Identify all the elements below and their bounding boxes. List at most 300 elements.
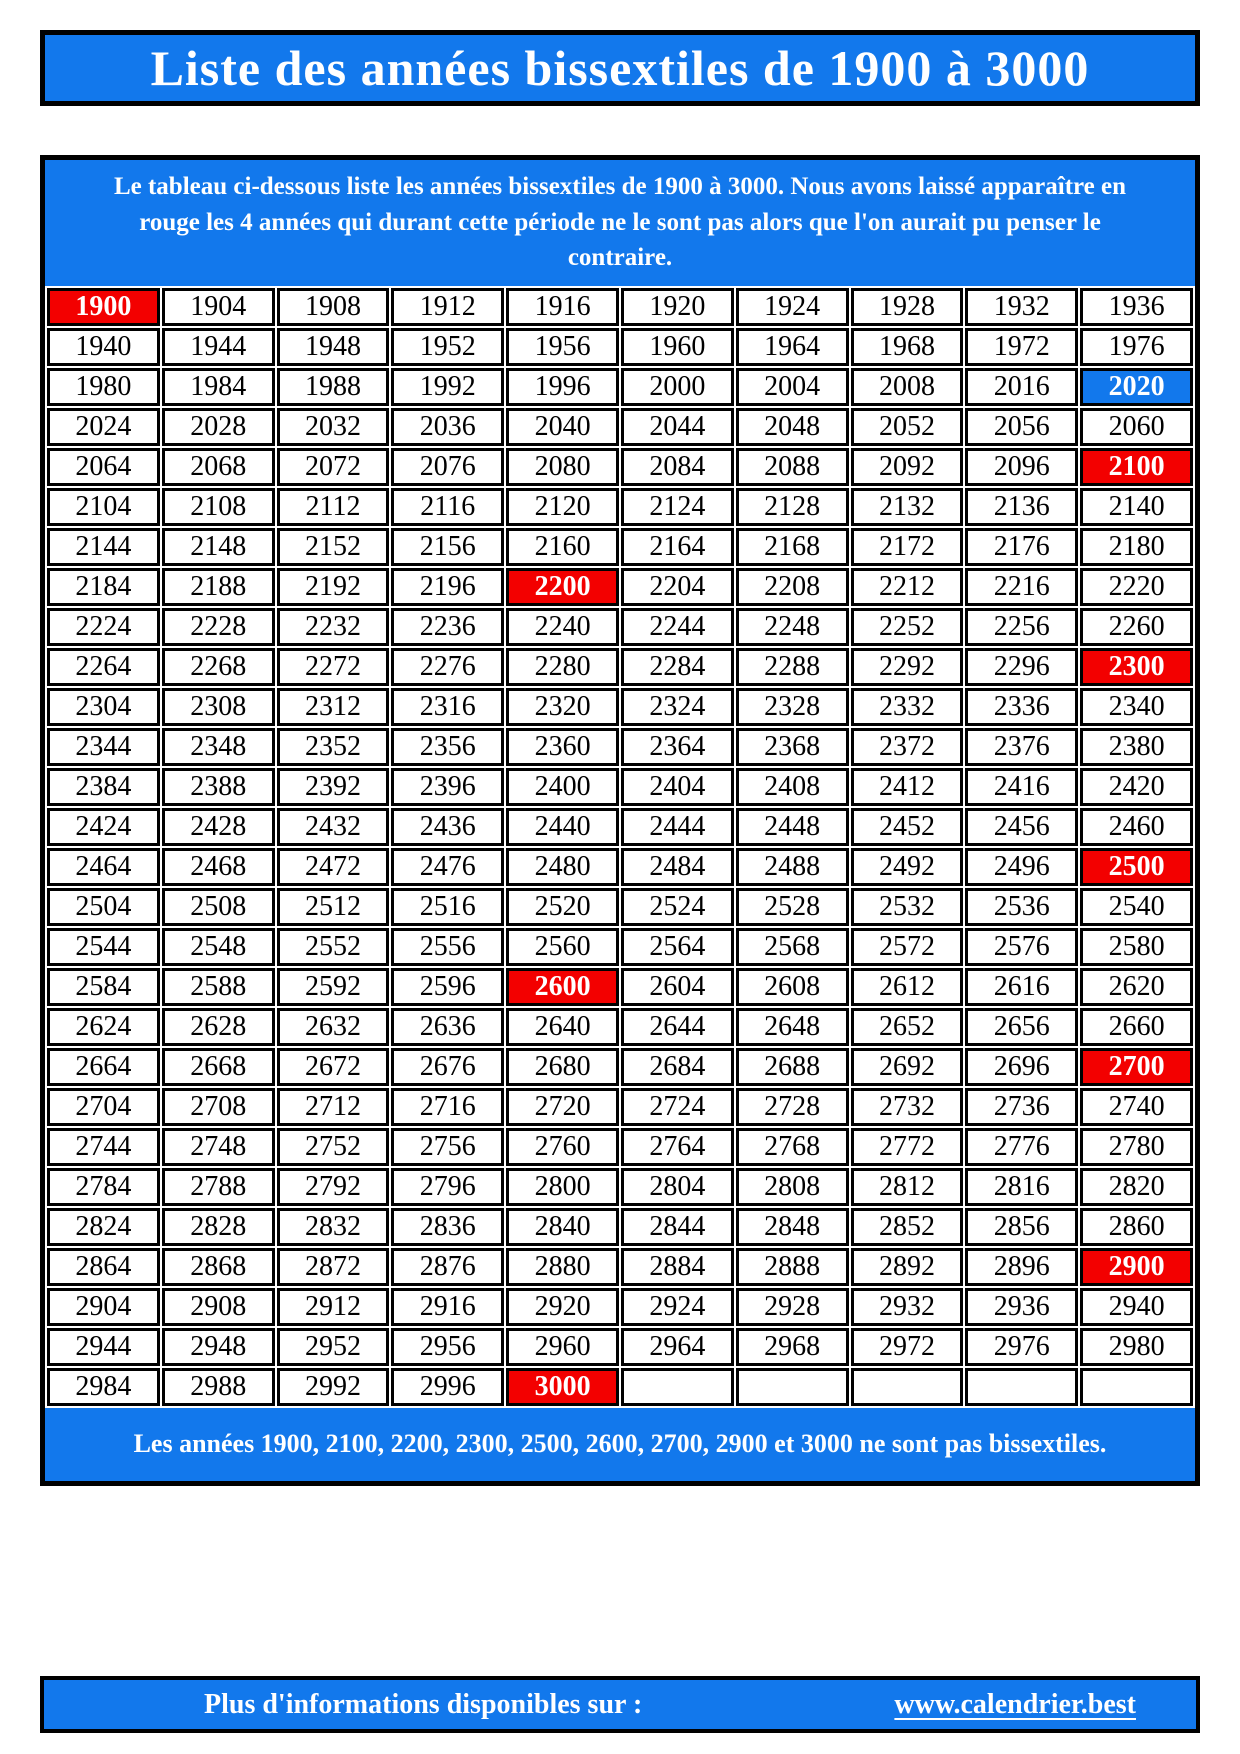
year-cell: 2960	[506, 1328, 619, 1366]
year-cell: 2240	[506, 608, 619, 646]
year-cell: 2056	[965, 408, 1078, 446]
year-cell: 2024	[47, 408, 160, 446]
year-cell: 2500	[1080, 848, 1193, 886]
year-cell: 2448	[736, 808, 849, 846]
year-cell: 2116	[391, 488, 504, 526]
year-cell: 2936	[965, 1288, 1078, 1326]
year-cell: 2228	[162, 608, 275, 646]
year-cell: 2008	[851, 368, 964, 406]
year-cell: 2804	[621, 1168, 734, 1206]
year-cell: 2524	[621, 888, 734, 926]
year-cell: 2788	[162, 1168, 275, 1206]
year-cell: 2968	[736, 1328, 849, 1366]
year-cell: 2400	[506, 768, 619, 806]
year-cell: 2948	[162, 1328, 275, 1366]
year-cell: 2036	[391, 408, 504, 446]
year-cell: 2288	[736, 648, 849, 686]
table-row	[47, 688, 1193, 726]
year-cell: 2088	[736, 448, 849, 486]
year-cell: 2544	[47, 928, 160, 966]
year-cell: 2332	[851, 688, 964, 726]
year-cell: 2120	[506, 488, 619, 526]
year-cell: 2708	[162, 1088, 275, 1126]
year-cell: 2436	[391, 808, 504, 846]
year-cell: 2492	[851, 848, 964, 886]
year-cell: 2820	[1080, 1168, 1193, 1206]
year-cell: 2900	[1080, 1248, 1193, 1286]
year-cell: 2172	[851, 528, 964, 566]
year-cell: 2864	[47, 1248, 160, 1286]
year-cell: 2600	[506, 968, 619, 1006]
year-cell: 2248	[736, 608, 849, 646]
year-cell: 2184	[47, 568, 160, 606]
year-cell: 2444	[621, 808, 734, 846]
year-cell: 2548	[162, 928, 275, 966]
year-cell: 2908	[162, 1288, 275, 1326]
year-cell: 2016	[965, 368, 1078, 406]
year-cell: 1940	[47, 328, 160, 366]
year-cell: 2244	[621, 608, 734, 646]
year-cell: 2160	[506, 528, 619, 566]
table-row	[47, 1248, 1193, 1286]
year-cell: 2588	[162, 968, 275, 1006]
year-cell: 2580	[1080, 928, 1193, 966]
year-cell: 2704	[47, 1088, 160, 1126]
table-row	[47, 1008, 1193, 1046]
table-row	[47, 1368, 1193, 1406]
year-cell: 2472	[277, 848, 390, 886]
year-cell: 2136	[965, 488, 1078, 526]
year-cell: 2004	[736, 368, 849, 406]
table-row	[47, 1128, 1193, 1166]
year-cell: 1976	[1080, 328, 1193, 366]
year-cell: 2376	[965, 728, 1078, 766]
year-cell: 2496	[965, 848, 1078, 886]
year-cell: 2656	[965, 1008, 1078, 1046]
year-cell: 2032	[277, 408, 390, 446]
year-cell: 2144	[47, 528, 160, 566]
year-cell: 2480	[506, 848, 619, 886]
year-cell: 2188	[162, 568, 275, 606]
year-cell: 2976	[965, 1328, 1078, 1366]
year-cell: 2596	[391, 968, 504, 1006]
year-cell: 2892	[851, 1248, 964, 1286]
year-cell: 2896	[965, 1248, 1078, 1286]
year-cell: 2956	[391, 1328, 504, 1366]
year-cell: 2044	[621, 408, 734, 446]
year-cell: 2636	[391, 1008, 504, 1046]
year-cell: 2904	[47, 1288, 160, 1326]
page-title: Liste des années bissextiles de 1900 à 3000	[150, 40, 1090, 96]
year-cell: 2840	[506, 1208, 619, 1246]
year-cell: 2944	[47, 1328, 160, 1366]
year-cell: 2220	[1080, 568, 1193, 606]
year-cell: 2252	[851, 608, 964, 646]
year-cell: 2520	[506, 888, 619, 926]
leap-years-table-body	[47, 288, 1193, 1406]
year-cell: 2028	[162, 408, 275, 446]
year-cell: 2256	[965, 608, 1078, 646]
year-cell: 2540	[1080, 888, 1193, 926]
year-cell: 2556	[391, 928, 504, 966]
year-cell: 2608	[736, 968, 849, 1006]
year-cell: 2612	[851, 968, 964, 1006]
year-cell: 2832	[277, 1208, 390, 1246]
year-cell: 2504	[47, 888, 160, 926]
year-cell: 2180	[1080, 528, 1193, 566]
year-cell: 2272	[277, 648, 390, 686]
year-cell: 2484	[621, 848, 734, 886]
year-cell: 2212	[851, 568, 964, 606]
footer-label: Plus d'informations disponibles sur :	[204, 1688, 643, 1720]
year-cell: 2304	[47, 688, 160, 726]
year-cell: 2748	[162, 1128, 275, 1166]
year-cell: 1960	[621, 328, 734, 366]
year-cell: 1972	[965, 328, 1078, 366]
year-cell: 1952	[391, 328, 504, 366]
year-cell: 2768	[736, 1128, 849, 1166]
year-cell: 2348	[162, 728, 275, 766]
year-cell: 2392	[277, 768, 390, 806]
year-cell: 2972	[851, 1328, 964, 1366]
empty-cell	[621, 1368, 734, 1406]
year-cell: 1928	[851, 288, 964, 326]
year-cell: 2352	[277, 728, 390, 766]
year-cell: 2364	[621, 728, 734, 766]
year-cell: 2816	[965, 1168, 1078, 1206]
year-cell: 2424	[47, 808, 160, 846]
year-cell: 2716	[391, 1088, 504, 1126]
year-cell: 2208	[736, 568, 849, 606]
year-cell: 2736	[965, 1088, 1078, 1126]
year-cell: 2236	[391, 608, 504, 646]
year-cell: 2860	[1080, 1208, 1193, 1246]
year-cell: 2980	[1080, 1328, 1193, 1366]
year-cell: 2020	[1080, 368, 1193, 406]
year-cell: 2264	[47, 648, 160, 686]
year-cell: 1980	[47, 368, 160, 406]
year-cell: 2316	[391, 688, 504, 726]
year-cell: 2200	[506, 568, 619, 606]
year-cell: 2568	[736, 928, 849, 966]
year-cell: 2692	[851, 1048, 964, 1086]
year-cell: 2380	[1080, 728, 1193, 766]
year-cell: 2396	[391, 768, 504, 806]
table-row	[47, 408, 1193, 446]
year-cell: 2984	[47, 1368, 160, 1406]
year-cell: 2320	[506, 688, 619, 726]
year-cell: 2428	[162, 808, 275, 846]
year-cell: 2680	[506, 1048, 619, 1086]
year-cell: 1996	[506, 368, 619, 406]
year-cell: 2048	[736, 408, 849, 446]
table-row	[47, 608, 1193, 646]
year-cell: 2648	[736, 1008, 849, 1046]
year-cell: 2284	[621, 648, 734, 686]
year-cell: 2420	[1080, 768, 1193, 806]
year-cell: 2460	[1080, 808, 1193, 846]
year-cell: 2404	[621, 768, 734, 806]
year-cell: 2268	[162, 648, 275, 686]
year-cell: 1932	[965, 288, 1078, 326]
year-cell: 2532	[851, 888, 964, 926]
table-row	[47, 1208, 1193, 1246]
year-cell: 1904	[162, 288, 275, 326]
year-cell: 2696	[965, 1048, 1078, 1086]
year-cell: 2108	[162, 488, 275, 526]
year-cell: 1920	[621, 288, 734, 326]
year-cell: 2440	[506, 808, 619, 846]
table-row	[47, 328, 1193, 366]
year-cell: 2372	[851, 728, 964, 766]
year-cell: 2868	[162, 1248, 275, 1286]
table-row	[47, 528, 1193, 566]
year-cell: 2308	[162, 688, 275, 726]
table-description: Le tableau ci-dessous liste les années bissextiles de 1900 à 3000. Nous avons laissé apparaître en rouge les 4 années qui durant cette période ne le sont pas alors que l'on aurait pu penser le contraire.	[45, 160, 1195, 286]
table-row	[47, 648, 1193, 686]
year-cell: 2620	[1080, 968, 1193, 1006]
year-cell: 2828	[162, 1208, 275, 1246]
year-cell: 2464	[47, 848, 160, 886]
year-cell: 1908	[277, 288, 390, 326]
year-cell: 2676	[391, 1048, 504, 1086]
year-cell: 2576	[965, 928, 1078, 966]
year-cell: 2728	[736, 1088, 849, 1126]
empty-cell	[736, 1368, 849, 1406]
year-cell: 2356	[391, 728, 504, 766]
year-cell: 2196	[391, 568, 504, 606]
year-cell: 2132	[851, 488, 964, 526]
year-cell: 2324	[621, 688, 734, 726]
year-cell: 2712	[277, 1088, 390, 1126]
empty-cell	[1080, 1368, 1193, 1406]
year-cell: 2168	[736, 528, 849, 566]
year-cell: 2408	[736, 768, 849, 806]
year-cell: 2516	[391, 888, 504, 926]
year-cell: 2080	[506, 448, 619, 486]
year-cell: 2552	[277, 928, 390, 966]
year-cell: 2996	[391, 1368, 504, 1406]
year-cell: 1988	[277, 368, 390, 406]
year-cell: 2856	[965, 1208, 1078, 1246]
year-cell: 2452	[851, 808, 964, 846]
year-cell: 2100	[1080, 448, 1193, 486]
year-cell: 2064	[47, 448, 160, 486]
year-cell: 2164	[621, 528, 734, 566]
year-cell: 2684	[621, 1048, 734, 1086]
table-row	[47, 448, 1193, 486]
year-cell: 2572	[851, 928, 964, 966]
year-cell: 2312	[277, 688, 390, 726]
year-cell: 2040	[506, 408, 619, 446]
year-cell: 2476	[391, 848, 504, 886]
year-cell: 2760	[506, 1128, 619, 1166]
year-cell: 2192	[277, 568, 390, 606]
year-cell: 2924	[621, 1288, 734, 1326]
year-cell: 2368	[736, 728, 849, 766]
year-cell: 2488	[736, 848, 849, 886]
year-cell: 2296	[965, 648, 1078, 686]
table-row	[47, 928, 1193, 966]
year-cell: 2952	[277, 1328, 390, 1366]
year-cell: 2360	[506, 728, 619, 766]
year-cell: 2928	[736, 1288, 849, 1326]
year-cell: 2204	[621, 568, 734, 606]
year-cell: 2156	[391, 528, 504, 566]
year-cell: 2344	[47, 728, 160, 766]
year-cell: 2416	[965, 768, 1078, 806]
table-row	[47, 1168, 1193, 1206]
year-cell: 2756	[391, 1128, 504, 1166]
year-cell: 2988	[162, 1368, 275, 1406]
year-cell: 2232	[277, 608, 390, 646]
year-cell: 2000	[621, 368, 734, 406]
year-cell: 2260	[1080, 608, 1193, 646]
year-cell: 2508	[162, 888, 275, 926]
year-cell: 1968	[851, 328, 964, 366]
year-cell: 2884	[621, 1248, 734, 1286]
year-cell: 1948	[277, 328, 390, 366]
year-cell: 2624	[47, 1008, 160, 1046]
year-cell: 2068	[162, 448, 275, 486]
year-cell: 2340	[1080, 688, 1193, 726]
year-cell: 2912	[277, 1288, 390, 1326]
year-cell: 1916	[506, 288, 619, 326]
year-cell: 2112	[277, 488, 390, 526]
year-cell: 2300	[1080, 648, 1193, 686]
year-cell: 2688	[736, 1048, 849, 1086]
year-cell: 1944	[162, 328, 275, 366]
year-cell: 2148	[162, 528, 275, 566]
year-cell: 2720	[506, 1088, 619, 1126]
year-cell: 2412	[851, 768, 964, 806]
year-cell: 2052	[851, 408, 964, 446]
year-cell: 2776	[965, 1128, 1078, 1166]
year-cell: 2076	[391, 448, 504, 486]
table-row	[47, 968, 1193, 1006]
year-cell: 2128	[736, 488, 849, 526]
year-cell: 2916	[391, 1288, 504, 1326]
year-cell: 2628	[162, 1008, 275, 1046]
year-cell: 2784	[47, 1168, 160, 1206]
title-bar	[40, 30, 1200, 106]
year-cell: 2664	[47, 1048, 160, 1086]
footer-link[interactable]: www.calendrier.best	[894, 1688, 1136, 1720]
leap-years-table	[45, 286, 1195, 1408]
year-cell: 2792	[277, 1168, 390, 1206]
table-row	[47, 568, 1193, 606]
year-cell: 2652	[851, 1008, 964, 1046]
year-cell: 2992	[277, 1368, 390, 1406]
year-cell: 2812	[851, 1168, 964, 1206]
table-row	[47, 288, 1193, 326]
year-cell: 2616	[965, 968, 1078, 1006]
year-cell: 2848	[736, 1208, 849, 1246]
non-leap-years-note: Les années 1900, 2100, 2200, 2300, 2500, 2600, 2700, 2900 et 3000 ne sont pas bissextiles.	[45, 1408, 1195, 1481]
year-cell: 2752	[277, 1128, 390, 1166]
table-row	[47, 808, 1193, 846]
year-cell: 2084	[621, 448, 734, 486]
year-cell: 2528	[736, 888, 849, 926]
year-cell: 2780	[1080, 1128, 1193, 1166]
year-cell: 2800	[506, 1168, 619, 1206]
year-cell: 2964	[621, 1328, 734, 1366]
year-cell: 2512	[277, 888, 390, 926]
year-cell: 2384	[47, 768, 160, 806]
year-cell: 2672	[277, 1048, 390, 1086]
year-cell: 2140	[1080, 488, 1193, 526]
year-cell: 2732	[851, 1088, 964, 1126]
year-cell: 2152	[277, 528, 390, 566]
table-row	[47, 1288, 1193, 1326]
year-cell: 2772	[851, 1128, 964, 1166]
year-cell: 2096	[965, 448, 1078, 486]
table-row	[47, 768, 1193, 806]
table-row	[47, 728, 1193, 766]
year-cell: 2796	[391, 1168, 504, 1206]
year-cell: 2604	[621, 968, 734, 1006]
table-row	[47, 368, 1193, 406]
year-cell: 1984	[162, 368, 275, 406]
year-cell: 1912	[391, 288, 504, 326]
year-cell: 1992	[391, 368, 504, 406]
year-cell: 3000	[506, 1368, 619, 1406]
year-cell: 2836	[391, 1208, 504, 1246]
year-cell: 2176	[965, 528, 1078, 566]
year-cell: 2808	[736, 1168, 849, 1206]
year-cell: 2328	[736, 688, 849, 726]
year-cell: 2920	[506, 1288, 619, 1326]
table-row	[47, 1088, 1193, 1126]
year-cell: 2072	[277, 448, 390, 486]
year-cell: 2660	[1080, 1008, 1193, 1046]
table-row	[47, 1328, 1193, 1366]
year-cell: 2292	[851, 648, 964, 686]
year-cell: 2724	[621, 1088, 734, 1126]
year-cell: 2932	[851, 1288, 964, 1326]
year-cell: 2876	[391, 1248, 504, 1286]
year-cell: 2744	[47, 1128, 160, 1166]
year-cell: 2584	[47, 968, 160, 1006]
year-cell: 2700	[1080, 1048, 1193, 1086]
year-cell: 2880	[506, 1248, 619, 1286]
year-cell: 2216	[965, 568, 1078, 606]
year-cell: 2940	[1080, 1288, 1193, 1326]
year-cell: 2124	[621, 488, 734, 526]
year-cell: 2740	[1080, 1088, 1193, 1126]
year-cell: 1936	[1080, 288, 1193, 326]
year-cell: 2280	[506, 648, 619, 686]
table-row	[47, 1048, 1193, 1086]
year-cell: 2536	[965, 888, 1078, 926]
year-cell: 1900	[47, 288, 160, 326]
year-cell: 2824	[47, 1208, 160, 1246]
year-cell: 1956	[506, 328, 619, 366]
year-cell: 2844	[621, 1208, 734, 1246]
year-cell: 2060	[1080, 408, 1193, 446]
year-cell: 2276	[391, 648, 504, 686]
year-cell: 2592	[277, 968, 390, 1006]
year-cell: 2872	[277, 1248, 390, 1286]
empty-cell	[851, 1368, 964, 1406]
year-cell: 2468	[162, 848, 275, 886]
year-cell: 2092	[851, 448, 964, 486]
year-cell: 1964	[736, 328, 849, 366]
year-cell: 2104	[47, 488, 160, 526]
year-cell: 2644	[621, 1008, 734, 1046]
year-cell: 2560	[506, 928, 619, 966]
year-cell: 2224	[47, 608, 160, 646]
